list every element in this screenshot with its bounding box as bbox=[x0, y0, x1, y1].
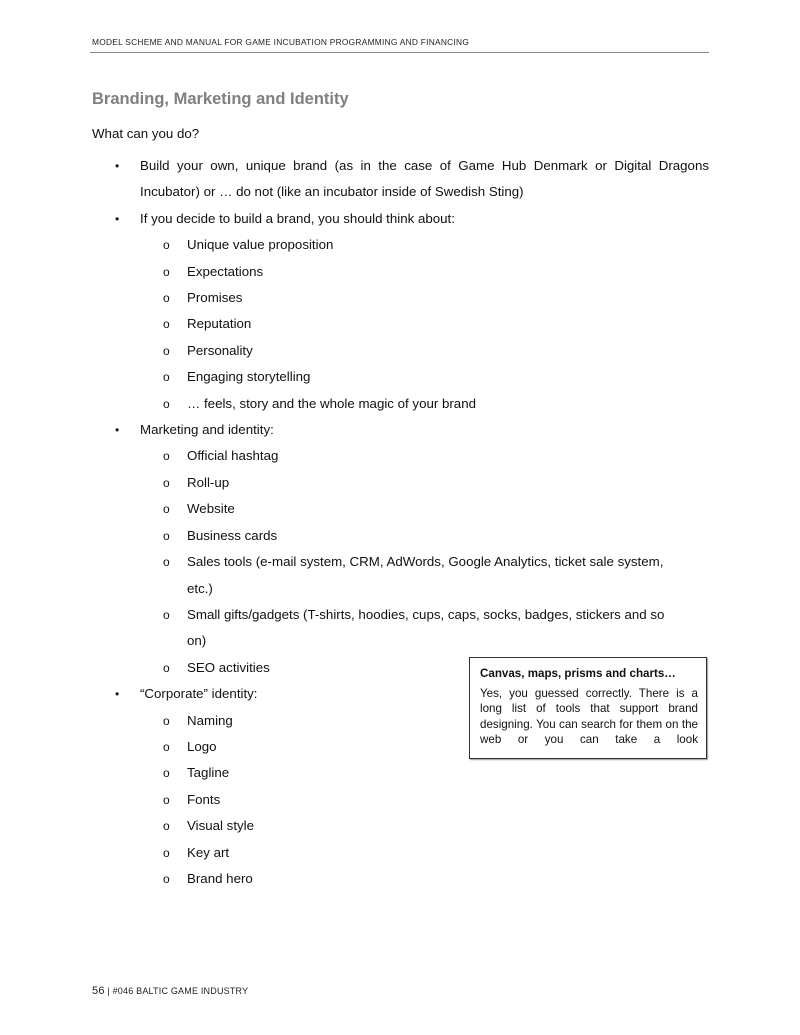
sub-list-item bbox=[92, 364, 709, 390]
sidebox bbox=[469, 657, 707, 759]
list-item-text: Build your own, unique brand (as in the case of Game Hub Denmark or Digital Dragons Incubator) or … do not (like an incubator inside of Swedish Sting) bbox=[140, 158, 709, 200]
list-item-text: Marketing and identity: bbox=[140, 422, 274, 438]
header-rule bbox=[90, 52, 709, 53]
list-item-text: If you decide to build a brand, you should think about: bbox=[140, 210, 455, 226]
circle-bullet-icon: o bbox=[163, 238, 170, 253]
sub-list-item bbox=[92, 496, 709, 522]
sub-list-item bbox=[92, 391, 709, 417]
bullet-list bbox=[92, 153, 709, 892]
sub-list-item bbox=[92, 311, 709, 337]
intro-text: What can you do? bbox=[92, 126, 200, 141]
circle-bullet-icon: o bbox=[163, 475, 170, 490]
sub-list-item-text: Visual style bbox=[187, 818, 255, 834]
sub-list-item-text: Fonts bbox=[187, 791, 221, 807]
circle-bullet-icon: o bbox=[163, 528, 170, 543]
sub-list-item-text: Logo bbox=[187, 738, 217, 754]
sub-list-item-text: Roll-up bbox=[187, 474, 230, 490]
bullet-icon: • bbox=[115, 687, 120, 702]
sub-list-item-text: Reputation bbox=[187, 316, 252, 332]
circle-bullet-icon: o bbox=[163, 713, 170, 728]
bullet-icon: • bbox=[115, 211, 120, 226]
circle-bullet-icon: o bbox=[163, 396, 170, 411]
circle-bullet-icon: o bbox=[163, 291, 170, 306]
sub-list-item-text: Engaging storytelling bbox=[187, 369, 311, 385]
sub-list-item-text: Brand hero bbox=[187, 870, 253, 886]
circle-bullet-icon: o bbox=[163, 819, 170, 834]
sub-list-item bbox=[92, 232, 709, 258]
sub-list-item-text: Personality bbox=[187, 342, 253, 358]
circle-bullet-icon: o bbox=[163, 343, 170, 358]
bullet-icon: • bbox=[115, 423, 120, 438]
sub-list-item bbox=[92, 285, 709, 311]
footer-separator: | bbox=[107, 986, 110, 996]
bullet-icon: • bbox=[115, 159, 120, 173]
sub-list-item-text: Naming bbox=[187, 712, 233, 728]
sub-list-item bbox=[92, 840, 709, 866]
sub-list-item-text: Key art bbox=[187, 844, 230, 860]
sub-list-item bbox=[92, 813, 709, 839]
sub-list-item-text: SEO activities bbox=[187, 659, 270, 675]
sub-list-item-text: Small gifts/gadgets (T-shirts, hoodies, cups, caps, socks, badges, stickers and so on) bbox=[187, 606, 665, 649]
sub-list-item bbox=[92, 523, 709, 549]
sub-list-item bbox=[92, 549, 709, 602]
running-header: MODEL SCHEME AND MANUAL FOR GAME INCUBATION PROGRAMMING AND FINANCING bbox=[92, 37, 470, 47]
list-item bbox=[92, 206, 709, 232]
sub-list-item-text: Expectations bbox=[187, 263, 264, 279]
sub-list-item-text: Sales tools (e-mail system, CRM, AdWords, Google Analytics, ticket sale system, etc.) bbox=[187, 554, 664, 596]
sub-list-item-text: Promises bbox=[187, 290, 243, 306]
sub-list-item-text: Tagline bbox=[187, 765, 230, 781]
circle-bullet-icon: o bbox=[163, 660, 170, 675]
sub-list-item bbox=[92, 760, 709, 786]
sub-list-item bbox=[92, 259, 709, 285]
sub-list-item-text: Business cards bbox=[187, 527, 278, 543]
footer-text: #046 BALTIC GAME INDUSTRY bbox=[112, 986, 249, 996]
sub-list-item bbox=[92, 470, 709, 496]
circle-bullet-icon: o bbox=[163, 871, 170, 886]
sub-list-item bbox=[92, 866, 709, 892]
section-title: Branding, Marketing and Identity bbox=[92, 90, 349, 108]
list-item-text: “Corporate” identity: bbox=[140, 686, 258, 702]
sidebox-title: Canvas, maps, prisms and charts… bbox=[480, 667, 676, 680]
circle-bullet-icon: o bbox=[163, 607, 170, 622]
circle-bullet-icon: o bbox=[163, 766, 170, 781]
sub-list-item bbox=[92, 787, 709, 813]
sub-list-item-text: Official hashtag bbox=[187, 448, 279, 464]
sub-list-item bbox=[92, 602, 709, 655]
circle-bullet-icon: o bbox=[163, 502, 170, 517]
circle-bullet-icon: o bbox=[163, 370, 170, 385]
circle-bullet-icon: o bbox=[163, 264, 170, 279]
sub-list-item-text: … feels, story and the whole magic of your brand bbox=[187, 395, 476, 411]
circle-bullet-icon: o bbox=[163, 739, 170, 754]
circle-bullet-icon: o bbox=[163, 449, 170, 464]
sub-list-item-text: Website bbox=[187, 501, 235, 517]
circle-bullet-icon: o bbox=[163, 555, 170, 570]
sub-list-item bbox=[92, 338, 709, 364]
circle-bullet-icon: o bbox=[163, 317, 170, 332]
list-item bbox=[92, 417, 709, 443]
page-number: 56 bbox=[92, 985, 105, 997]
sub-list-item bbox=[92, 443, 709, 469]
circle-bullet-icon: o bbox=[163, 845, 170, 860]
sub-list-item-text: Unique value proposition bbox=[187, 237, 334, 253]
page-footer bbox=[92, 985, 248, 997]
sidebox-body: Yes, you guessed correctly. There is a long list of tools that support brand designing. You can search for them on the web or you can take a look bbox=[480, 686, 698, 746]
circle-bullet-icon: o bbox=[163, 792, 170, 807]
list-item bbox=[92, 153, 709, 206]
